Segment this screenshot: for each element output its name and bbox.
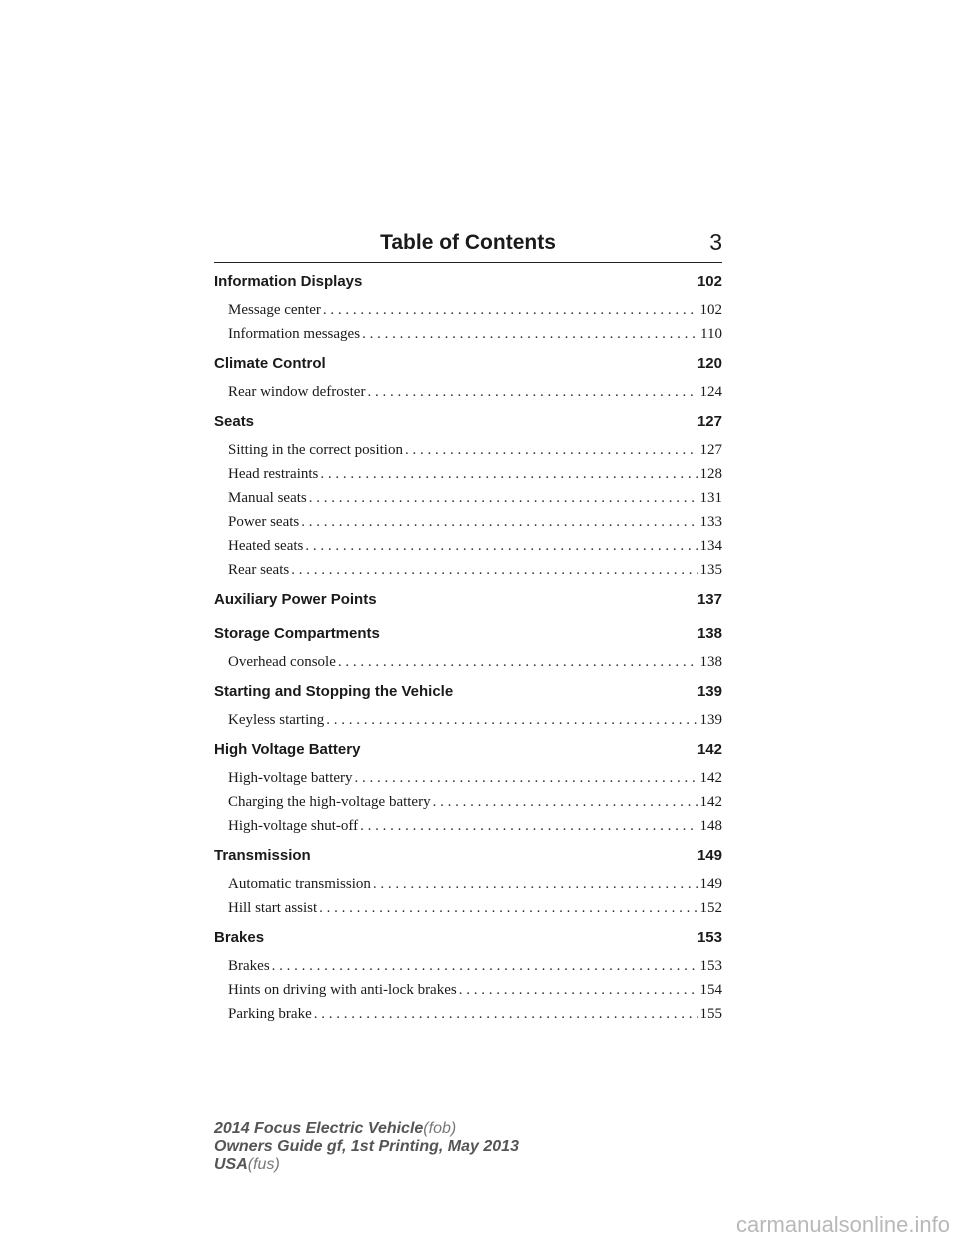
entry-label: Rear seats (228, 562, 290, 578)
dot-leader (326, 708, 697, 732)
toc-entry[interactable] (214, 814, 722, 838)
table-of-contents (214, 268, 722, 1030)
section-page-number: 138 (696, 625, 722, 642)
section-page-number: 153 (696, 929, 722, 946)
section-title: Starting and Stopping the Vehicle (214, 683, 454, 700)
dot-leader (301, 510, 697, 534)
toc-section-heading[interactable] (214, 842, 722, 872)
section-page-number: 149 (696, 847, 722, 864)
page-header (214, 226, 722, 263)
section-page-number: 120 (696, 355, 722, 372)
entry-page-number: 133 (699, 514, 722, 530)
dot-leader (459, 978, 698, 1002)
toc-entry[interactable] (214, 954, 722, 978)
toc-entry[interactable] (214, 486, 722, 510)
toc-section-heading[interactable] (214, 350, 722, 380)
toc-section-heading[interactable] (214, 924, 722, 954)
entry-label: High-voltage battery (228, 770, 353, 786)
dot-leader (320, 462, 697, 486)
dot-leader (338, 650, 698, 674)
toc-entry[interactable] (214, 896, 722, 920)
document-footer (214, 1120, 519, 1174)
entry-page-number: 155 (699, 1006, 722, 1022)
entry-label: High-voltage shut-off (228, 818, 359, 834)
entry-page-number: 148 (699, 818, 722, 834)
entry-label: Automatic transmission (228, 876, 371, 892)
entry-page-number: 138 (699, 654, 722, 670)
entry-label: Manual seats (228, 490, 307, 506)
entry-label: Hill start assist (228, 900, 318, 916)
entry-page-number: 152 (699, 900, 722, 916)
entry-label: Heated seats (228, 538, 304, 554)
entry-page-number: 124 (699, 384, 722, 400)
toc-section (214, 842, 722, 920)
dot-leader (319, 896, 697, 920)
section-page-number: 142 (696, 741, 722, 758)
footer-region: USA (214, 1156, 248, 1173)
toc-entry[interactable] (214, 380, 722, 404)
footer-model: 2014 Focus Electric Vehicle (214, 1120, 424, 1137)
toc-entry[interactable] (214, 766, 722, 790)
entry-page-number: 154 (699, 982, 722, 998)
footer-model-code: (fob) (423, 1120, 457, 1137)
entry-label: Keyless starting (228, 712, 325, 728)
entry-page-number: 127 (699, 442, 722, 458)
entry-label: Brakes (228, 958, 270, 974)
entry-page-number: 142 (699, 794, 722, 810)
entry-page-number: 153 (699, 958, 722, 974)
dot-leader (405, 438, 698, 462)
toc-entry[interactable] (214, 510, 722, 534)
entry-label: Charging the high-voltage battery (228, 794, 431, 810)
toc-section (214, 678, 722, 732)
section-title: Information Displays (214, 273, 363, 290)
dot-leader (373, 872, 698, 896)
toc-entry[interactable] (214, 558, 722, 582)
section-title: Storage Compartments (214, 625, 380, 642)
section-title: Seats (214, 413, 255, 430)
section-page-number: 102 (696, 273, 722, 290)
dot-leader (360, 814, 697, 838)
entry-page-number: 149 (699, 876, 722, 892)
toc-entry[interactable] (214, 462, 722, 486)
dot-leader (362, 322, 698, 346)
toc-entry[interactable] (214, 650, 722, 674)
dot-leader (433, 790, 698, 814)
watermark[interactable]: carmanualsonline.info (735, 1212, 950, 1237)
dot-leader (314, 1002, 698, 1026)
footer-printing: Owners Guide gf, 1st Printing, May 2013 (214, 1138, 519, 1155)
toc-section-heading[interactable] (214, 268, 722, 298)
entry-page-number: 134 (699, 538, 722, 554)
entry-page-number: 110 (700, 326, 722, 342)
toc-section (214, 408, 722, 582)
toc-section-heading[interactable] (214, 408, 722, 438)
section-title: High Voltage Battery (214, 741, 361, 758)
entry-label: Parking brake (228, 1006, 312, 1022)
toc-section (214, 736, 722, 838)
dot-leader (355, 766, 698, 790)
section-page-number: 137 (696, 591, 722, 608)
toc-section (214, 586, 722, 616)
footer-line-3 (214, 1156, 519, 1174)
toc-section-heading[interactable] (214, 586, 722, 616)
entry-label: Head restraints (228, 466, 319, 482)
entry-page-number: 128 (699, 466, 722, 482)
toc-entry[interactable] (214, 790, 722, 814)
toc-section-heading[interactable] (214, 678, 722, 708)
entry-label: Sitting in the correct position (228, 442, 403, 458)
page-number: 3 (709, 229, 722, 255)
toc-entry[interactable] (214, 872, 722, 896)
dot-leader (272, 954, 698, 978)
toc-section (214, 924, 722, 1026)
toc-entry[interactable] (214, 322, 722, 346)
toc-section (214, 268, 722, 346)
entry-label: Information messages (228, 326, 361, 342)
section-page-number: 139 (696, 683, 722, 700)
section-title: Brakes (214, 929, 265, 946)
footer-region-code: (fus) (247, 1156, 280, 1173)
toc-entry[interactable] (214, 438, 722, 462)
entry-page-number: 131 (699, 490, 722, 506)
toc-section-heading[interactable] (214, 620, 722, 650)
toc-section (214, 350, 722, 404)
toc-section (214, 620, 722, 674)
toc-entry[interactable] (214, 534, 722, 558)
toc-section-heading[interactable] (214, 736, 722, 766)
toc-entry[interactable] (214, 298, 722, 322)
dot-leader (291, 558, 697, 582)
toc-entry[interactable] (214, 708, 722, 732)
entry-label: Message center (228, 302, 321, 318)
section-title: Transmission (214, 847, 311, 864)
dot-leader (367, 380, 697, 404)
footer-line-2 (214, 1138, 519, 1156)
toc-entry[interactable] (214, 1002, 722, 1026)
page-title: Table of Contents (380, 231, 556, 254)
footer-line-1 (214, 1120, 519, 1138)
section-page-number: 127 (696, 413, 722, 430)
dot-leader (323, 298, 698, 322)
entry-label: Overhead console (228, 654, 336, 670)
entry-label: Rear window defroster (228, 384, 366, 400)
toc-entry[interactable] (214, 978, 722, 1002)
section-title: Auxiliary Power Points (214, 591, 377, 608)
entry-page-number: 135 (699, 562, 722, 578)
entry-page-number: 142 (699, 770, 722, 786)
entry-page-number: 102 (699, 302, 722, 318)
entry-label: Hints on driving with anti-lock brakes (228, 982, 457, 998)
entry-label: Power seats (228, 514, 300, 530)
dot-leader (305, 534, 697, 558)
dot-leader (309, 486, 698, 510)
entry-page-number: 139 (699, 712, 722, 728)
section-title: Climate Control (214, 355, 326, 372)
